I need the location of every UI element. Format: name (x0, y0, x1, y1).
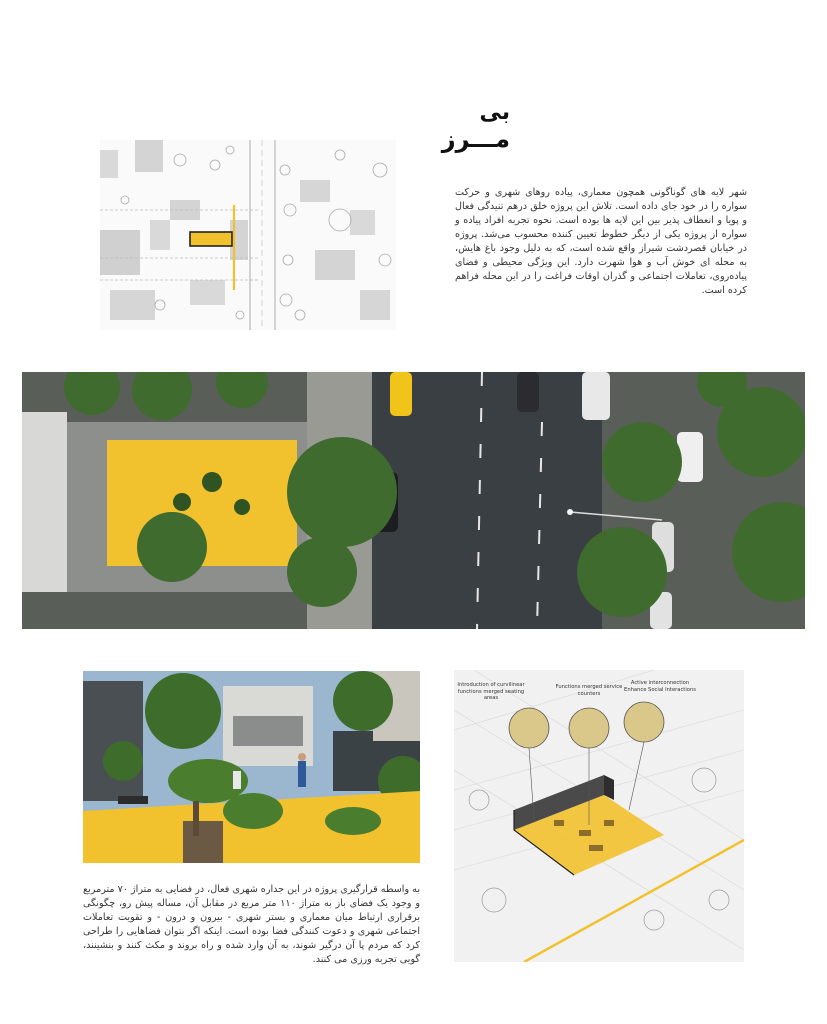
page-title (420, 100, 510, 152)
title-line-2: مـــرز (441, 125, 510, 153)
diagram-label-3: Active interconnection Enhance Social Interactions (624, 680, 696, 693)
aerial-photo (22, 372, 805, 629)
diagram-label-2: Functions merged service counters (555, 684, 623, 697)
courtyard-photo (83, 671, 420, 863)
site-plan-drawing (100, 140, 396, 330)
title-line-1: بی (479, 100, 510, 125)
diagram-label-1: Introduction of curvilinear functions merged seating areas (457, 682, 525, 701)
intro-paragraph: شهر لایه های گوناگونی همچون معماری، پیاده روهای شهری و حرکت سواره را در خود جای داده است. تلاش این پروژه خلق درهم تنیدگی فعال و پویا و انعطاف پذیر بین این لایه ها بوده است. نحوه تجربه افراد پیاده و سواره از پروژه یکی از دیگر خطوط تعیین کننده محسوب می‌شد. پروژه در خیابان قصردشت شیراز واقع شده است، که به دلیل وجود باغ هایش، به محله ای خوش آب و هوا شهرت دارد. این ویژگی محیطی و فضای پیاده‌روی، تعاملات اجتماعی و گذران اوقات فراغت را در این محله فراهم کرده است. (455, 187, 747, 296)
axonometric-diagram (454, 670, 744, 962)
description-paragraph: به واسطه قرارگیری پروژه در این جداره شهری فعال، در فضایی به متراژ ۷۰ مترمربع و وجود یک فضای باز به متراژ ۱۱۰ متر مربع در مقابل آن، مساله پیش رو، چگونگی برقراری ارتباط میان معماری و بستر شهری - بیرون و درون - و تقویت تعاملات اجتماعی شهری و دعوت کنندگی فضا بوده است. اینکه اگر بتوان فضاهایی را طراحی کرد که مردم پا آن درگیر شوند، به آن وارد شده و راه بروند و مکث کنند و بنشینند، گویی تجربه ورزی می کنند. (83, 884, 420, 965)
